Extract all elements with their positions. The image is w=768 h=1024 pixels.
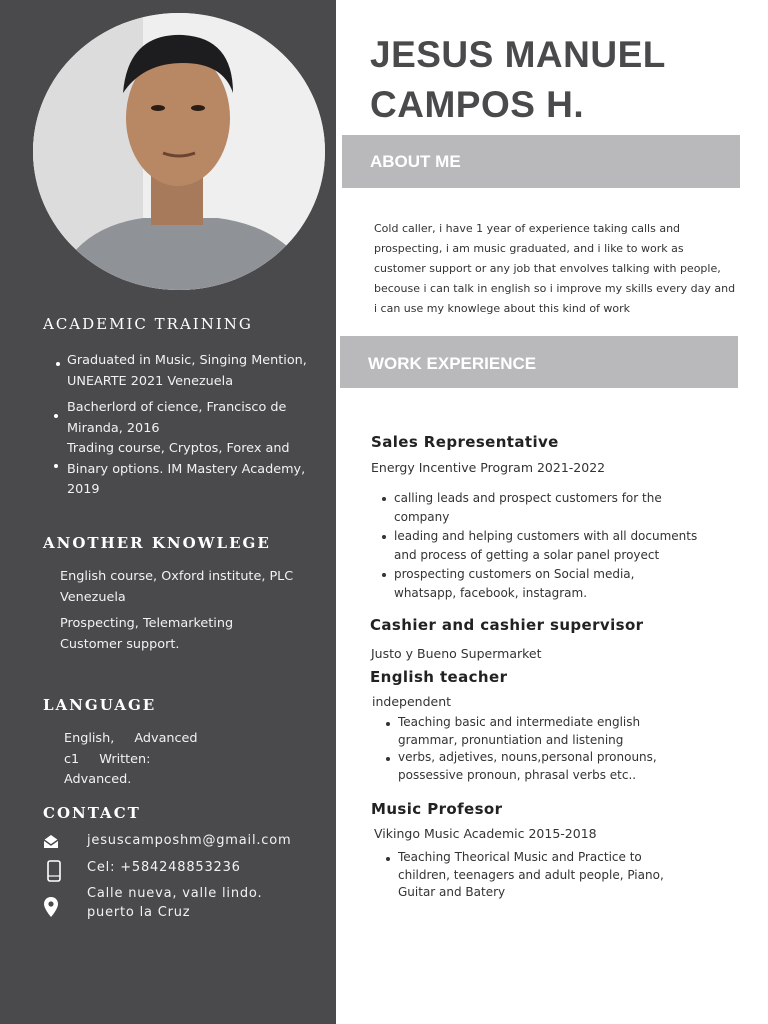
job-title: Music Profesor bbox=[371, 800, 503, 818]
job-bullets bbox=[384, 849, 684, 902]
job-bullet: Teaching Theorical Music and Practice to children, teenagers and adult people, Piano, Guitar and Batery bbox=[384, 849, 684, 902]
about-me-heading: ABOUT ME bbox=[342, 135, 740, 188]
envelope-icon bbox=[43, 834, 59, 850]
knowledge-item: Prospecting, Telemarketing Customer support. bbox=[60, 616, 234, 652]
contact-address-row bbox=[43, 884, 313, 924]
contact-phone[interactable]: Cel: +584248853236 bbox=[87, 860, 241, 875]
name-line-2: CAMPOS H. bbox=[370, 84, 585, 125]
job-bullets bbox=[384, 714, 684, 784]
knowledge-heading: ANOTHER KNOWLEGE bbox=[43, 534, 271, 552]
academic-item: Graduated in Music, Singing Mention, UNEARTE 2021 Venezuela bbox=[67, 353, 307, 389]
bullet-dot bbox=[54, 464, 58, 468]
contact-email[interactable]: jesuscamposhm@gmail.com bbox=[87, 833, 292, 848]
knowledge-item: English course, Oxford institute, PLC Venezuela bbox=[60, 569, 294, 605]
language-text: English, Advanced c1 Written: Advanced. bbox=[64, 731, 198, 787]
job-company: Vikingo Music Academic 2015-2018 bbox=[374, 826, 597, 841]
academic-heading: ACADEMIC TRAINING bbox=[43, 315, 253, 333]
academic-item: Bacherlord of cience, Francisco de Miranda, 2016 bbox=[67, 400, 287, 436]
location-pin-icon bbox=[44, 897, 58, 917]
academic-item: Trading course, Cryptos, Forex and Binary options. IM Mastery Academy, 2019 bbox=[67, 441, 306, 497]
job-company: Justo y Bueno Supermarket bbox=[371, 646, 542, 661]
job-bullets bbox=[380, 489, 700, 603]
job-title: Sales Representative bbox=[371, 433, 559, 451]
language-heading: LANGUAGE bbox=[43, 696, 157, 714]
job-bullet: leading and helping customers with all documents and process of getting a solar panel proyect bbox=[380, 527, 700, 565]
sidebar bbox=[0, 0, 336, 1024]
name-line-1: JESUS MANUEL bbox=[370, 34, 666, 75]
contact-heading: CONTACT bbox=[43, 804, 141, 822]
work-experience-heading: WORK EXPERIENCE bbox=[340, 336, 738, 388]
job-company: independent bbox=[372, 694, 452, 709]
profile-photo bbox=[33, 13, 325, 290]
contact-phone-row bbox=[43, 858, 313, 880]
contact-address: Calle nueva, valle lindo. puerto la Cruz bbox=[87, 886, 263, 920]
bullet-dot bbox=[56, 362, 60, 366]
about-me-text: Cold caller, i have 1 year of experience taking calls and prospecting, i am music graduated, and i like to work as customer support or any job that envolves talking with people, becouse i can talk in english so i improve my skills every day and i can use my knowlege about this kind of work bbox=[374, 222, 736, 315]
job-bullet: Teaching basic and intermediate english grammar, pronuntiation and listening bbox=[384, 714, 684, 749]
job-title: Cashier and cashier supervisor bbox=[370, 616, 644, 634]
job-bullet: calling leads and prospect customers for the company bbox=[380, 489, 700, 527]
job-bullet: verbs, adjetives, nouns,personal pronouns, possessive pronoun, phrasal verbs etc.. bbox=[384, 749, 684, 784]
phone-icon bbox=[47, 860, 61, 882]
job-title: English teacher bbox=[370, 668, 508, 686]
candidate-name bbox=[370, 30, 666, 130]
bullet-dot bbox=[54, 414, 58, 418]
contact-email-row bbox=[43, 831, 313, 851]
job-bullet: prospecting customers on Social media, whatsapp, facebook, instagram. bbox=[380, 565, 700, 603]
job-company: Energy Incentive Program 2021-2022 bbox=[371, 460, 606, 475]
